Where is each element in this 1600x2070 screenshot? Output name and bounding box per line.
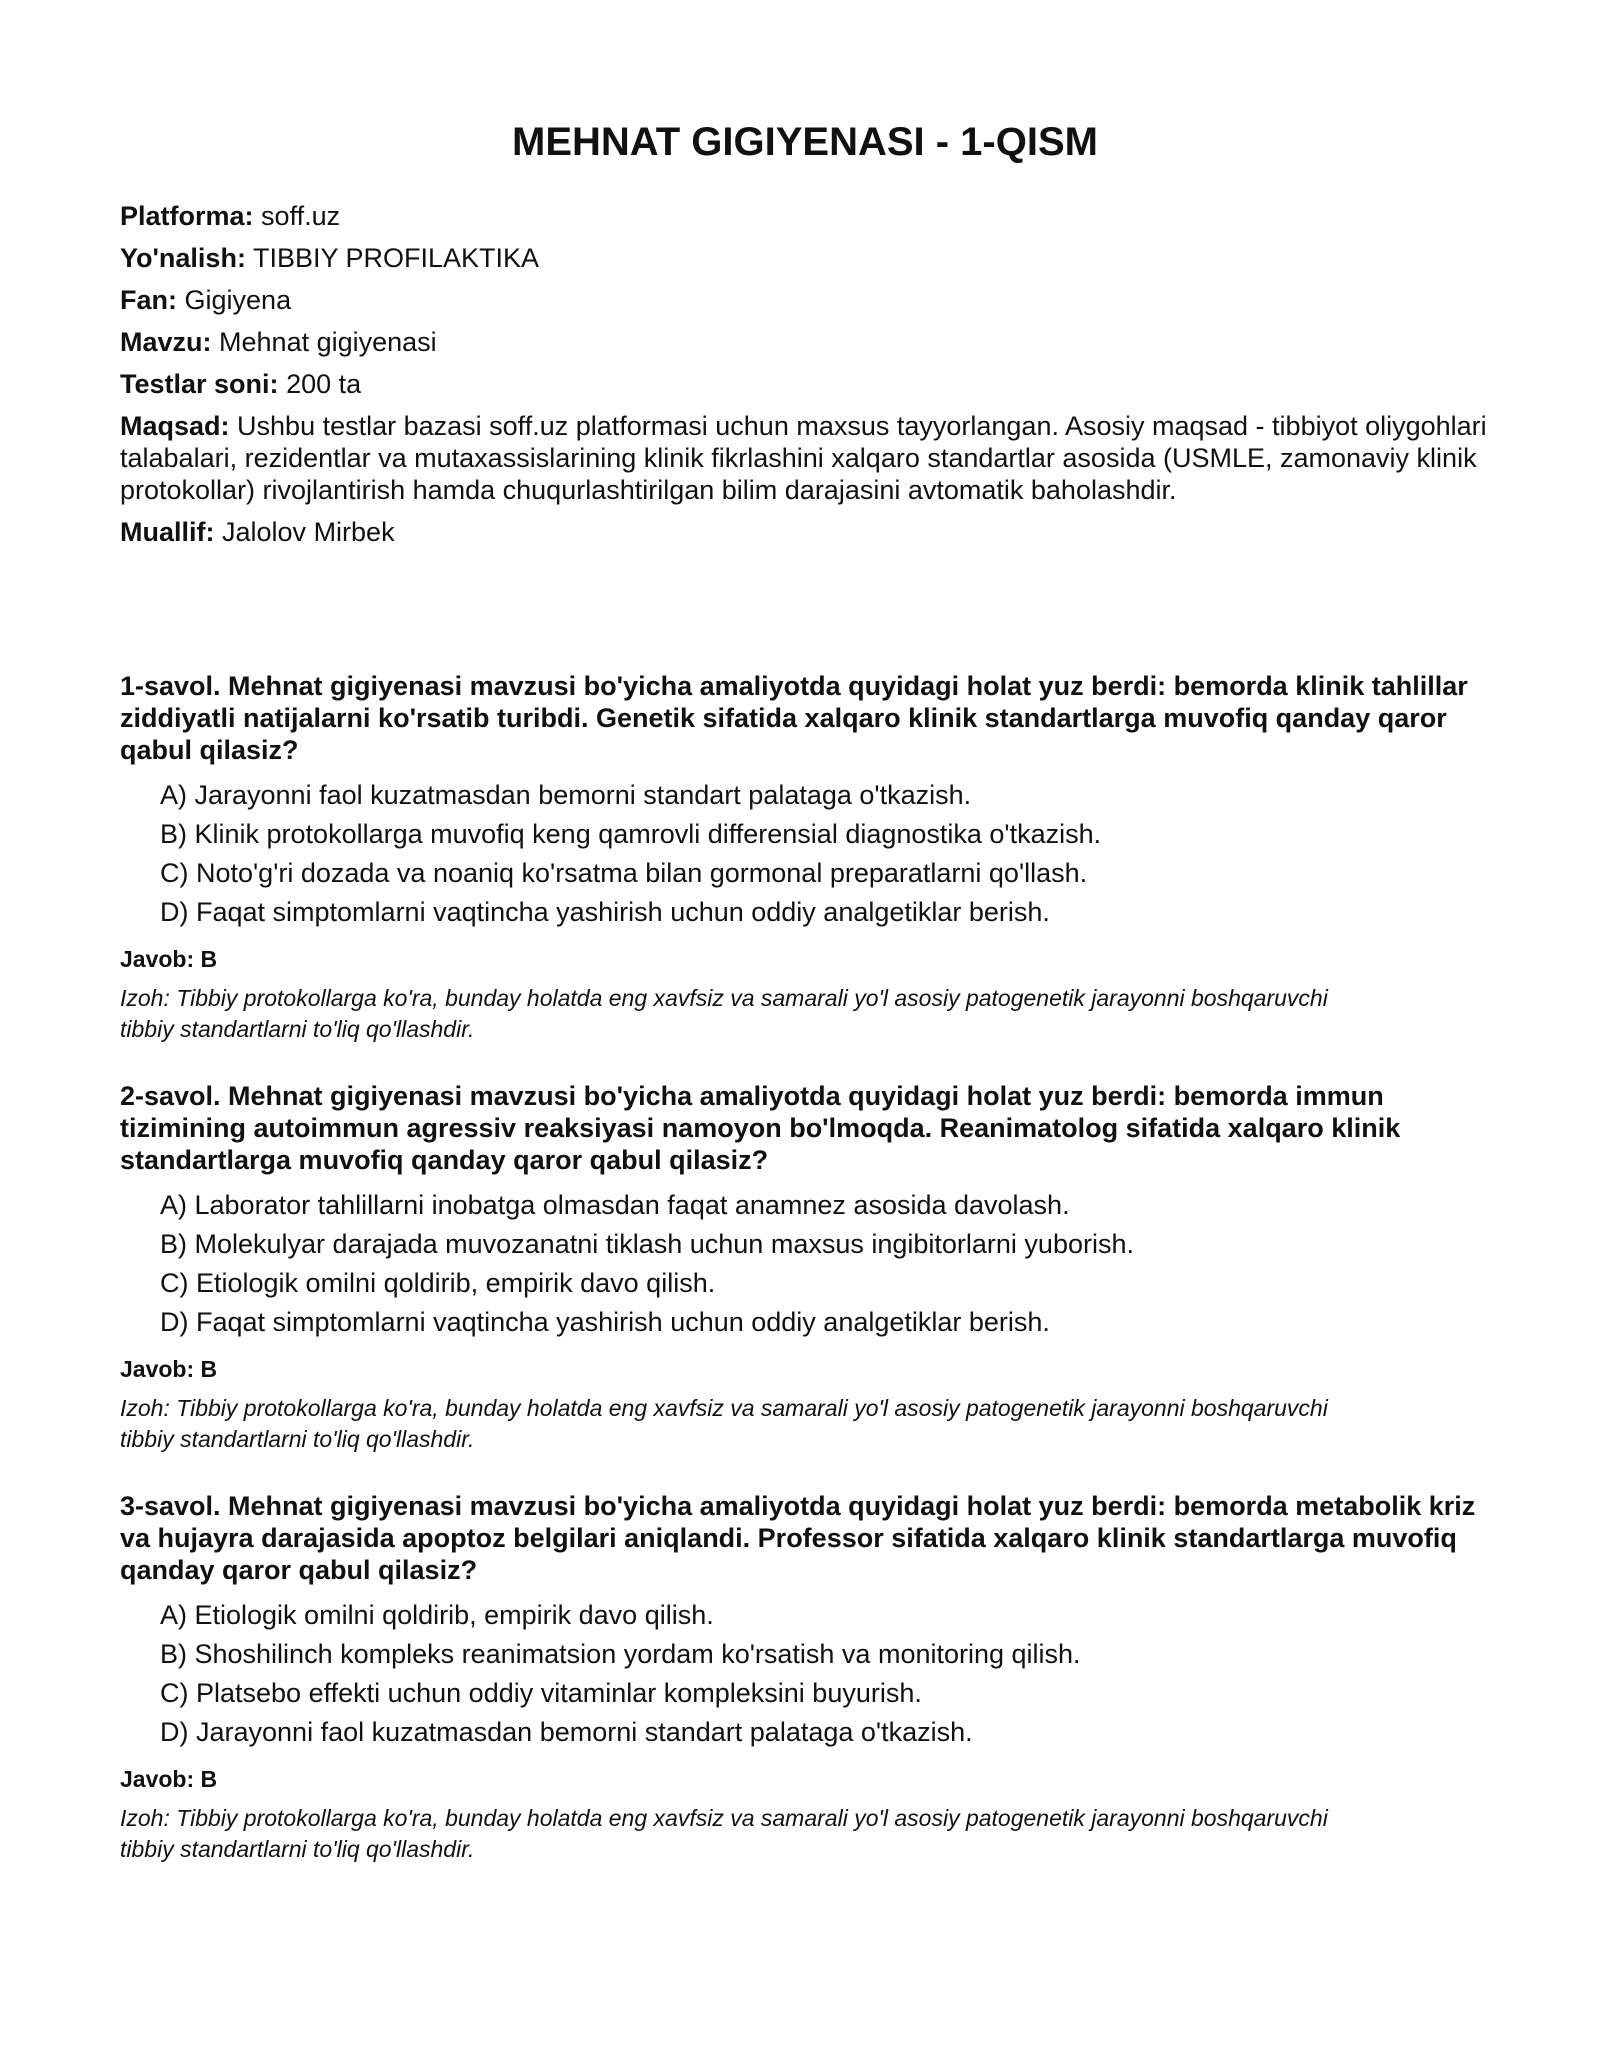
option-c: C) Platsebo effekti uchun oddiy vitaminlar kompleksini buyurish. xyxy=(160,1678,922,1708)
answer-key: Javob: B xyxy=(120,1766,218,1792)
option-a: A) Laborator tahlillarni inobatga olmasdan faqat anamnez asosida davolash. xyxy=(160,1190,1070,1220)
question-block xyxy=(120,1080,1490,1455)
option-d: D) Faqat simptomlarni vaqtincha yashirish uchun oddiy analgetiklar berish. xyxy=(160,897,1050,927)
option-c: C) Noto'g'ri dozada va noaniq ko'rsatma bilan gormonal preparatlarni qo'llash. xyxy=(160,858,1088,888)
option-a: A) Jarayonni faol kuzatmasdan bemorni standart palataga o'tkazish. xyxy=(160,780,972,810)
document-metadata xyxy=(120,200,1490,558)
meta-platform-label: Platforma: xyxy=(120,201,254,231)
option-a: A) Etiologik omilni qoldirib, empirik davo qilish. xyxy=(160,1600,714,1630)
meta-test-count-label: Testlar soni: xyxy=(120,369,279,399)
question-text: 2-savol. Mehnat gigiyenasi mavzusi bo'yicha amaliyotda quyidagi holat yuz berdi: bemorda immun tizimining autoimmun agressiv reaksiyasi namoyon bo'lmoqda. Reanimatolog sifatida xalqaro klinik standartlarga muvofiq qanday qaror qabul qilasiz? xyxy=(120,1081,1401,1175)
meta-purpose xyxy=(120,410,1490,506)
meta-platform xyxy=(120,200,1490,232)
meta-subject xyxy=(120,284,1490,316)
meta-author xyxy=(120,516,1490,548)
meta-author-label: Muallif: xyxy=(120,517,215,547)
option-d: D) Faqat simptomlarni vaqtincha yashirish uchun oddiy analgetiklar berish. xyxy=(160,1307,1050,1337)
answer-key: Javob: B xyxy=(120,1356,218,1382)
answer-options xyxy=(120,776,1490,932)
meta-subject-label: Fan: xyxy=(120,285,177,315)
meta-topic xyxy=(120,326,1490,358)
option-b: B) Klinik protokollarga muvofiq keng qamrovli differensial diagnostika o'tkazish. xyxy=(160,819,1102,849)
answer-options xyxy=(120,1596,1490,1752)
option-b: B) Shoshilinch kompleks reanimatsion yordam ko'rsatish va monitoring qilish. xyxy=(160,1639,1081,1669)
meta-test-count xyxy=(120,368,1490,400)
meta-purpose-value: Ushbu testlar bazasi soff.uz platformasi uchun maxsus tayyorlangan. Asosiy maqsad - tibbiyot oliygohlari talabalari, rezidentlar va mutaxassislarining klinik fikrlashini xalqaro standartlar asosida (USMLE, zamonaviy klinik protokollar) rivojlantirish hamda chuqurlashtirilgan bilim darajasini avtomatik baholashdir. xyxy=(120,411,1487,505)
meta-author-value: Jalolov Mirbek xyxy=(222,517,395,547)
meta-subject-value: Gigiyena xyxy=(184,285,292,315)
question-block xyxy=(120,670,1490,1045)
meta-direction-value: TIBBIY PROFILAKTIKA xyxy=(252,243,540,273)
answer-key: Javob: B xyxy=(120,946,218,972)
meta-direction xyxy=(120,242,1490,274)
meta-direction-label: Yo'nalish: xyxy=(120,243,246,273)
meta-topic-value: Mehnat gigiyenasi xyxy=(219,327,437,357)
meta-test-count-value: 200 ta xyxy=(286,369,362,399)
meta-platform-value: soff.uz xyxy=(261,201,341,231)
question-text: 1-savol. Mehnat gigiyenasi mavzusi bo'yicha amaliyotda quyidagi holat yuz berdi: bemorda klinik tahlillar ziddiyatli natijalarni ko'rsatib turibdi. Genetik sifatida xalqaro klinik standartlarga muvofiq qanday qaror qabul qilasiz? xyxy=(120,671,1468,765)
answer-explanation: Izoh: Tibbiy protokollarga ko'ra, bunday holatda eng xavfsiz va samarali yo'l asosiy patogenetik jarayonni boshqaruvchi tibbiy standartlarni to'liq qo'llashdir. xyxy=(120,1805,1328,1862)
option-b: B) Molekulyar darajada muvozanatni tiklash uchun maxsus ingibitorlarni yuborish. xyxy=(160,1229,1134,1259)
meta-purpose-label: Maqsad: xyxy=(120,411,230,441)
document-title: MEHNAT GIGIYENASI - 1-QISM xyxy=(512,120,1098,164)
question-block xyxy=(120,1490,1490,1865)
answer-explanation: Izoh: Tibbiy protokollarga ko'ra, bunday holatda eng xavfsiz va samarali yo'l asosiy patogenetik jarayonni boshqaruvchi tibbiy standartlarni to'liq qo'llashdir. xyxy=(120,1395,1328,1452)
option-d: D) Jarayonni faol kuzatmasdan bemorni standart palataga o'tkazish. xyxy=(160,1717,973,1747)
answer-options xyxy=(120,1186,1490,1342)
answer-explanation: Izoh: Tibbiy protokollarga ko'ra, bunday holatda eng xavfsiz va samarali yo'l asosiy patogenetik jarayonni boshqaruvchi tibbiy standartlarni to'liq qo'llashdir. xyxy=(120,985,1328,1042)
question-text: 3-savol. Mehnat gigiyenasi mavzusi bo'yicha amaliyotda quyidagi holat yuz berdi: bemorda metabolik kriz va hujayra darajasida apoptoz belgilari aniqlandi. Professor sifatida xalqaro klinik standartlarga muvofiq qanday qaror qabul qilasiz? xyxy=(120,1491,1476,1585)
meta-topic-label: Mavzu: xyxy=(120,327,212,357)
option-c: C) Etiologik omilni qoldirib, empirik davo qilish. xyxy=(160,1268,716,1298)
